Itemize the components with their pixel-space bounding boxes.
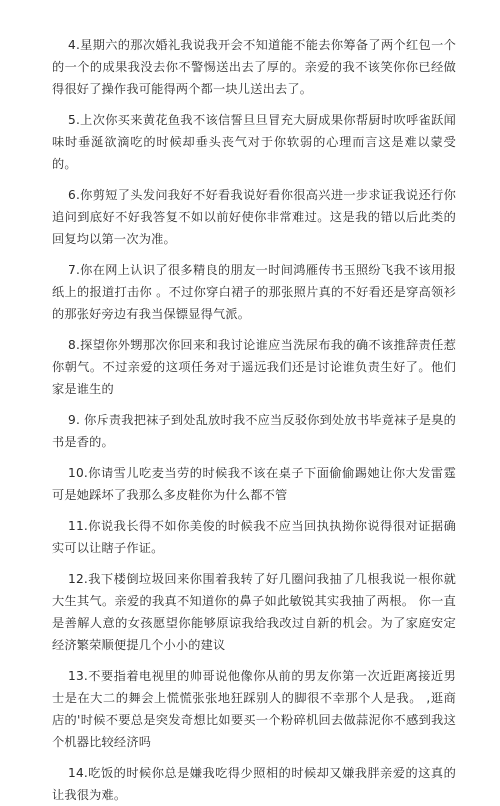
paragraph-5: 5.上次你买来黄花鱼我不该信誓旦旦冒充大厨成果你帮厨时吹呼雀跃闻味时垂涎欲滴吃的时候却垂头丧气对于你软弱的心理而言这是难以蒙受的。 xyxy=(52,113,456,171)
paragraph-7: 7.你在网上认识了很多精良的朋友一时间鸿雁传书玉照纷飞我不该用报纸上的报道打击你 。不过你穿白裙子的那张照片真的不好看还是穿高领衫的那张好旁边有我当保镖显得气派。 xyxy=(52,263,456,321)
paragraph-10: 10.你请雪儿吃麦当劳的时候我不该在桌子下面偷偷踢她让你大发雷霆可是她踩坏了我那么多皮鞋你为什么都不管 xyxy=(52,466,456,502)
paragraph-14: 14.吃饭的时候你总是嫌我吃得少照相的时候却又嫌我胖亲爱的这真的让我很为难。 xyxy=(52,766,456,802)
paragraph-13: 13.不要指着电视里的帅哥说他像你从前的男友你第一次近距离接近男士是在大二的舞会上慌慌张张地狂踩别人的脚很不幸那个人是我。 ,逛商店的'时候不要总是突发奇想比如要买一个粉碎机回去做蒜泥你不感到我这个机器比较经济吗 xyxy=(52,669,456,749)
paragraph-11: 11.你说我长得不如你美俊的时候我不应当回执执拗你说得很对证据确实可以让瞎子作证。 xyxy=(52,519,456,555)
paragraph-9: 9. 你斥责我把袜子到处乱放时我不应当反驳你到处放书毕竟袜子是臭的书是香的。 xyxy=(52,413,456,449)
paragraph-6: 6.你剪短了头发问我好不好看我说好看你很高兴进一步求证我说还行你追问到底好不好我答复不如以前好使你非常难过。这是我的错以后此类的回复均以第一次为准。 xyxy=(52,188,456,246)
paragraph-12: 12.我下楼倒垃圾回来你围着我转了好几圈问我抽了几根我说一根你就大生其气。亲爱的我真不知道你的鼻子如此敏锐其实我抽了两根。 你一直是善解人意的女孩愿望你能够原谅我给我改过自新的机会。为了家庭安定经济繁荣顺便提几个小小的建议 xyxy=(52,572,456,652)
paragraph-8: 8.探望你外甥那次你回来和我讨论谁应当洗尿布我的确不该推辞责任惹你朝气。不过亲爱的这项任务对于遥远我们还是讨论谁负责生好了。他们家是谁生的 xyxy=(52,338,456,396)
paragraph-4: 4.星期六的那次婚礼我说我开会不知道能不能去你筹备了两个红包一个的一个的成果我没去你不警惕送出去了厚的。亲爱的我不该笑你你已经做得很好了操作我可能得两个都一块儿送出去了。 xyxy=(52,38,456,96)
